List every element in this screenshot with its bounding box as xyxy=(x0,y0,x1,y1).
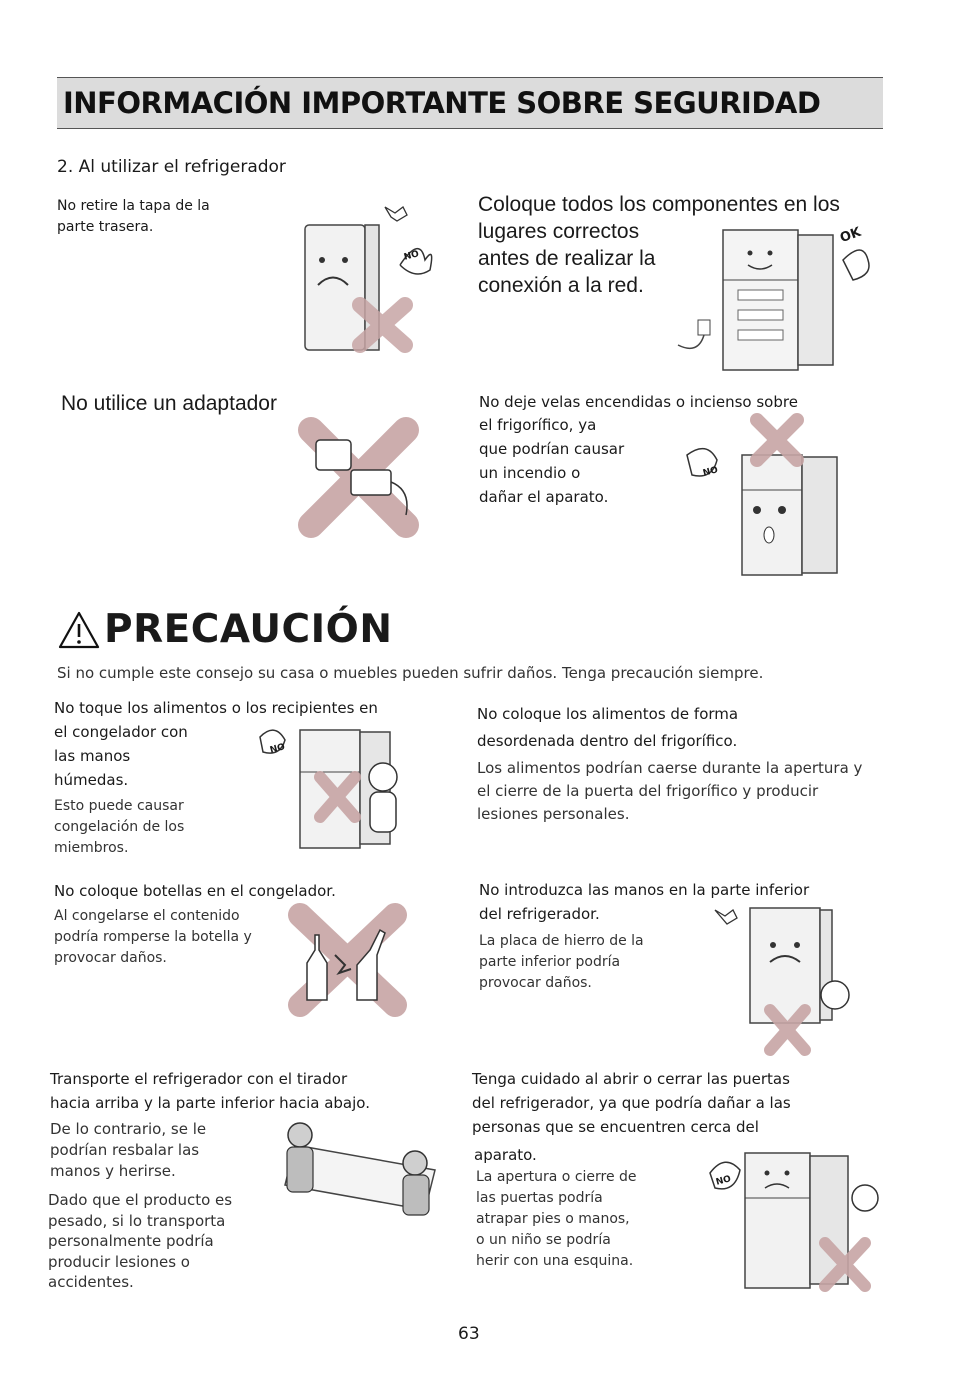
wet-hands-illustration xyxy=(255,722,415,852)
transport-body2: Dado que el producto es pesado, si lo transporta personalmente podría producir lesiones o accidentes. xyxy=(48,1191,233,1291)
candles-fridge-illustration xyxy=(672,415,847,580)
no-label: NO xyxy=(402,249,421,263)
hands-bottom-body: La placa de hierro de la parte inferior podría provocar daños. xyxy=(479,933,644,991)
fridge-open-illustration xyxy=(668,225,888,375)
bottles-illustration xyxy=(285,905,415,1020)
page-title: INFORMACIÓN IMPORTANTE SOBRE SEGURIDAD xyxy=(63,86,821,120)
doors-body: La apertura o cierre de las puertas podría atrapar pies o manos, o un niño se podría herir con una esquina. xyxy=(476,1169,637,1269)
wet-hands-heading1: No toque los alimentos o los recipientes en xyxy=(54,699,378,717)
adapter-text: No utilice un adaptador xyxy=(61,392,277,415)
adapter-illustration xyxy=(296,420,426,540)
wet-hands-heading2: el congelador con las manos húmedas. xyxy=(54,723,188,789)
no-label: NO xyxy=(714,1174,733,1188)
components-line1: Coloque todos los componentes en los xyxy=(478,193,840,216)
fridge-back-cover-illustration xyxy=(290,205,450,355)
messy-food-heading: No coloque los alimentos de forma desordenada dentro del frigorífico. xyxy=(477,705,739,750)
back-cover-text: No retire la tapa de la parte trasera. xyxy=(57,198,210,235)
transport-body1: De lo contrario, se le podrían resbalar las manos y herirse. xyxy=(50,1120,207,1180)
transport-illustration xyxy=(265,1115,455,1225)
no-label: NO xyxy=(268,742,287,756)
bottles-heading: No coloque botellas en el congelador. xyxy=(54,882,336,900)
caution-title: PRECAUCIÓN xyxy=(104,607,393,652)
warning-triangle-icon xyxy=(58,611,100,649)
messy-food-body: Los alimentos podrían caerse durante la apertura y el cierre de la puerta del frigorífico y producir lesiones personales. xyxy=(477,759,863,823)
section-banner xyxy=(57,77,883,129)
page-number: 63 xyxy=(458,1324,480,1344)
candles-line2: el frigorífico, ya que podrían causar un incendio o dañar el aparato. xyxy=(479,416,625,506)
no-label: NO xyxy=(701,465,720,479)
components-line2: lugares correctos antes de realizar la conexión a la red. xyxy=(478,220,656,297)
candles-line1: No deje velas encendidas o incienso sobre xyxy=(479,393,798,411)
doors-heading1: Tenga cuidado al abrir o cerrar las puertas del refrigerador, ya que podría dañar a las personas que se encuentren cerca del xyxy=(472,1070,791,1136)
hands-bottom-heading: No introduzca las manos en la parte inferior del refrigerador. xyxy=(479,881,810,923)
bottles-body: Al congelarse el contenido podría romperse la botella y provocar daños. xyxy=(54,908,252,966)
wet-hands-body: Esto puede causar congelación de los miembros. xyxy=(54,798,185,856)
doors-illustration xyxy=(705,1148,885,1293)
transport-heading: Transporte el refrigerador con el tirador hacia arriba y la parte inferior hacia abajo. xyxy=(50,1070,370,1112)
doors-heading2: aparato. xyxy=(474,1146,537,1164)
section-subtitle: 2. Al utilizar el refrigerador xyxy=(57,157,286,177)
ok-label: OK xyxy=(838,224,864,247)
caution-intro: Si no cumple este consejo su casa o muebles pueden sufrir daños. Tenga precaución siempre. xyxy=(57,664,764,682)
hands-bottom-illustration xyxy=(715,900,860,1060)
